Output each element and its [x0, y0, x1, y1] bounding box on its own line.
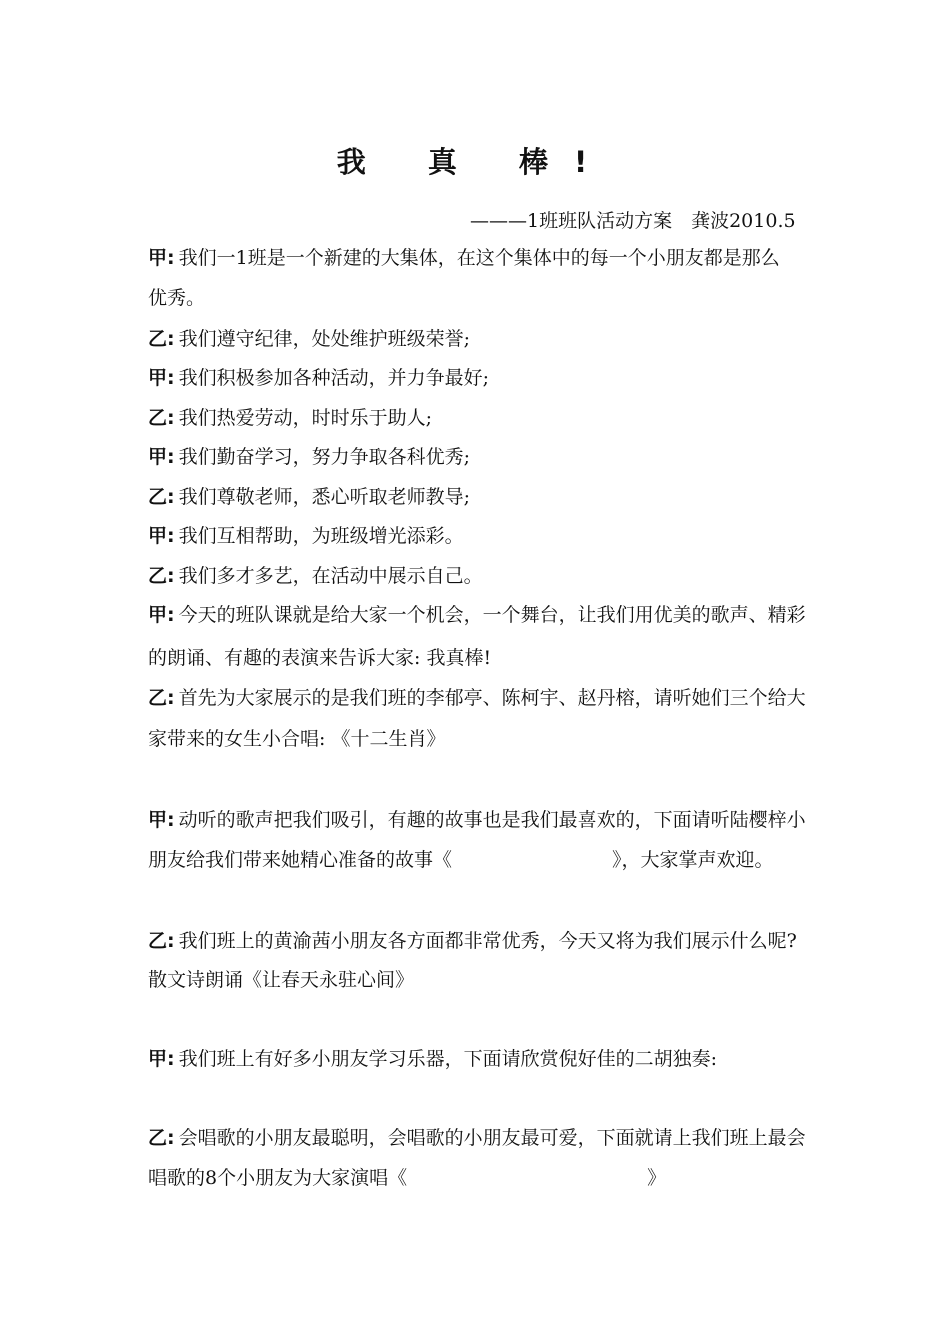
dialogue-line	[148, 404, 900, 432]
dialogue-line	[148, 601, 900, 629]
speaker-label: 乙:	[148, 486, 175, 508]
speaker-label: 甲:	[148, 367, 175, 389]
dialogue-line	[148, 927, 900, 955]
line-text: 我们遵守纪律，处处维护班级荣誉;	[178, 328, 471, 350]
dialogue-line	[148, 846, 900, 874]
line-text: 我们热爱劳动，时时乐于助人;	[178, 407, 433, 429]
line-text: 我们一1班是一个新建的大集体，在这个集体中的每一个小朋友都是那么	[178, 247, 780, 269]
line-text: 朋友给我们带来她精心准备的故事《	[148, 849, 453, 871]
line-text: 》，大家掌声欢迎。	[612, 849, 774, 871]
dialogue-line	[148, 325, 900, 353]
speaker-label: 甲:	[148, 604, 175, 626]
dialogue-line	[148, 644, 900, 672]
line-text: 家带来的女生小合唱: 《十二生肖》	[148, 728, 446, 750]
speaker-label: 乙:	[148, 565, 175, 587]
dialogue-line	[148, 1045, 900, 1073]
speaker-label: 乙:	[148, 407, 175, 429]
line-text: 动听的歌声把我们吸引，有趣的故事也是我们最喜欢的，下面请听陆樱梓小	[178, 809, 806, 831]
line-text: 会唱歌的小朋友最聪明，会唱歌的小朋友最可爱，下面就请上我们班上最会	[178, 1127, 806, 1149]
speaker-label: 乙:	[148, 687, 175, 709]
dialogue-line	[148, 443, 900, 471]
line-text: 优秀。	[148, 287, 206, 309]
dialogue-line	[148, 725, 900, 753]
speaker-label: 甲:	[148, 247, 175, 269]
dialogue-line	[148, 562, 900, 590]
line-text: 我们勤奋学习，努力争取各科优秀;	[178, 446, 471, 468]
speaker-label: 甲:	[148, 525, 175, 547]
speaker-label: 甲:	[148, 809, 175, 831]
speaker-label: 乙:	[148, 930, 175, 952]
line-text: 我们积极参加各种活动，并力争最好;	[178, 367, 490, 389]
dialogue-line	[148, 966, 900, 994]
line-text: 的朗诵、有趣的表演来告诉大家: 我真棒!	[148, 647, 492, 669]
line-text: 今天的班队课就是给大家一个机会，一个舞台，让我们用优美的歌声、精彩	[178, 604, 806, 626]
dialogue-line	[148, 483, 900, 511]
speaker-label: 甲:	[148, 1048, 175, 1070]
dialogue-line	[148, 284, 900, 312]
line-text: 我们班上有好多小朋友学习乐器，下面请欣赏倪好佳的二胡独奏:	[178, 1048, 718, 1070]
dialogue-line	[148, 364, 900, 392]
line-text: 我们尊敬老师，悉心听取老师教导;	[178, 486, 471, 508]
page-subtitle: ———1班班队活动方案 龚波2010.5	[470, 210, 796, 232]
line-text: 》	[647, 1167, 667, 1189]
dialogue-line	[148, 1164, 900, 1192]
dialogue-line	[148, 1124, 900, 1152]
speaker-label: 乙:	[148, 328, 175, 350]
speaker-label: 乙:	[148, 1127, 175, 1149]
line-text: 我们多才多艺，在活动中展示自己。	[178, 565, 483, 587]
page-title: 我 真 棒!	[336, 145, 614, 179]
dialogue-line	[148, 522, 900, 550]
line-text: 我们互相帮助，为班级增光添彩。	[178, 525, 464, 547]
speaker-label: 甲:	[148, 446, 175, 468]
dialogue-line	[148, 806, 900, 834]
line-text: 我们班上的黄渝茜小朋友各方面都非常优秀，今天又将为我们展示什么呢?	[178, 930, 797, 952]
line-text: 首先为大家展示的是我们班的李郁亭、陈柯宇、赵丹榕，请听她们三个给大	[178, 687, 806, 709]
line-text: 唱歌的8个小朋友为大家演唱《	[148, 1167, 408, 1189]
line-text: 散文诗朗诵《让春天永驻心间》	[148, 969, 415, 991]
dialogue-line	[148, 244, 900, 272]
dialogue-line	[148, 684, 900, 712]
